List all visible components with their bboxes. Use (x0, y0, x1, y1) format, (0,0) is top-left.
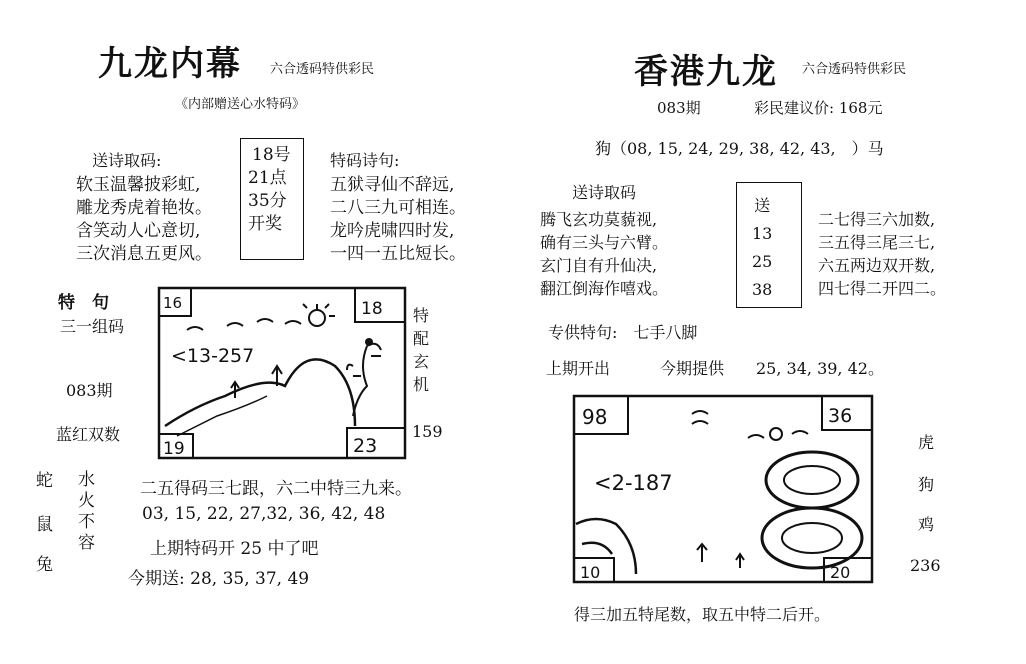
sketch-scrawl: <2-187 (594, 471, 673, 495)
peizhi-char: 机 (413, 375, 430, 394)
left-tema-poem (330, 174, 466, 266)
left-peizhi (413, 304, 429, 396)
tema-line: 六五两边双开数, (818, 256, 936, 275)
right-special: 专供特句: 七手八脚 (548, 323, 698, 342)
tema-line: 三五得三尾三七, (818, 233, 936, 252)
tema-line: 龙吟虎啸四时发, (330, 221, 455, 241)
poem-line: 玄门自有升仙决, (540, 256, 658, 275)
sketch-corner-tr: 36 (828, 405, 853, 427)
element-char: 水 (78, 470, 95, 490)
peizhi-char: 玄 (413, 352, 430, 371)
right-send (752, 192, 772, 304)
right-tema-poem (818, 208, 946, 300)
sketch-corner-bl: 19 (163, 439, 185, 459)
left-special-label: 特 句 (58, 293, 109, 313)
box-line: 38 (752, 280, 773, 299)
right-dog-line: 狗（08, 15, 24, 29, 38, 42, 43, ）马 (595, 139, 884, 158)
sketch-corner-tl: 16 (163, 294, 183, 312)
right-side-char-2: 狗 (918, 475, 935, 494)
poem-line: 含笑动人心意切, (76, 221, 201, 241)
left-line3: 上期特码开 25 中了吧 (150, 539, 319, 559)
tema-line: 四七得二开四二。 (818, 279, 947, 298)
left-group-label: 三一组码 (60, 317, 125, 336)
left-draw-time (248, 144, 291, 236)
right-footer: 得三加五特尾数，取五中特二后开。 (574, 605, 831, 624)
right-issue: 083期 (657, 99, 701, 117)
left-tagline: 六合透码特供彩民 (270, 62, 375, 77)
element-char: 容 (78, 533, 95, 553)
left-peizhi-num: 159 (412, 422, 443, 441)
right-title: 香港九龙 (634, 52, 778, 92)
peizhi-char: 特 (413, 306, 430, 325)
left-zodiac-2: 鼠 (36, 515, 53, 535)
box-line: 送 (754, 196, 771, 215)
tema-line: 一四一五比短长。 (330, 244, 466, 264)
left-elements (78, 470, 95, 554)
sketch-corner-tl: 98 (582, 405, 608, 429)
box-line: 35分 (248, 191, 287, 211)
left-line4: 今期送: 28, 35, 37, 49 (128, 569, 310, 589)
left-issue: 083期 (66, 381, 113, 400)
box-line: 21点 (248, 168, 287, 188)
box-line: 13 (752, 224, 773, 243)
right-side-num: 236 (910, 556, 941, 575)
element-char: 不 (78, 512, 95, 532)
sketch-corner-br: 20 (830, 563, 851, 582)
sketch-corner-tr: 18 (361, 299, 383, 319)
poem-line: 三次消息五更风。 (76, 244, 212, 264)
left-title: 九龙内幕 (98, 44, 242, 84)
poem-line: 软玉温馨披彩虹, (76, 175, 201, 195)
right-side-char-1: 虎 (918, 433, 935, 452)
right-poem (540, 208, 668, 300)
right-sketch (572, 394, 874, 586)
right-this-label: 今期提供 (660, 359, 725, 378)
peizhi-char: 配 (413, 329, 430, 348)
right-side-char-3: 鸡 (918, 515, 935, 534)
left-tema-heading: 特码诗句: (330, 151, 400, 170)
tema-line: 二八三九可相连。 (330, 198, 466, 218)
left-sketch (157, 286, 407, 461)
box-line: 18号 (252, 145, 291, 165)
poem-line: 腾飞玄功莫藐视, (540, 210, 658, 229)
box-line: 25 (752, 252, 773, 271)
tema-line: 二七得三六加数, (818, 210, 936, 229)
sketch-corner-bl: 10 (580, 563, 601, 582)
left-poem (76, 174, 212, 266)
left-poem-heading: 送诗取码: (92, 151, 162, 170)
left-subtitle: 《内部赠送心水特码》 (175, 97, 306, 112)
right-tagline: 六合透码特供彩民 (802, 62, 907, 77)
poem-line: 雕龙秀虎着艳妆。 (76, 198, 212, 218)
right-price: 彩民建议价: 168元 (754, 99, 883, 117)
right-poem-heading: 送诗取码 (572, 183, 637, 202)
right-last-label: 上期开出 (546, 359, 611, 378)
left-line2: 03, 15, 22, 27,32, 36, 42, 48 (142, 504, 386, 524)
left-zodiac-1: 蛇 (36, 471, 53, 491)
sketch-corner-br: 23 (353, 435, 378, 457)
left-line1: 二五得码三七跟，六二中特三九来。 (140, 479, 412, 499)
left-color-label: 蓝红双数 (56, 425, 121, 444)
poem-line: 确有三头与六臂。 (540, 233, 669, 252)
right-this-nums: 25, 34, 39, 42。 (756, 359, 884, 378)
left-zodiac-3: 兔 (36, 555, 53, 575)
element-char: 火 (78, 491, 95, 511)
sketch-scrawl: <13-257 (171, 345, 255, 367)
box-line: 开奖 (248, 214, 282, 234)
tema-line: 五狱寻仙不辞远, (330, 175, 455, 195)
poem-line: 翻江倒海作嘻戏。 (540, 279, 669, 298)
